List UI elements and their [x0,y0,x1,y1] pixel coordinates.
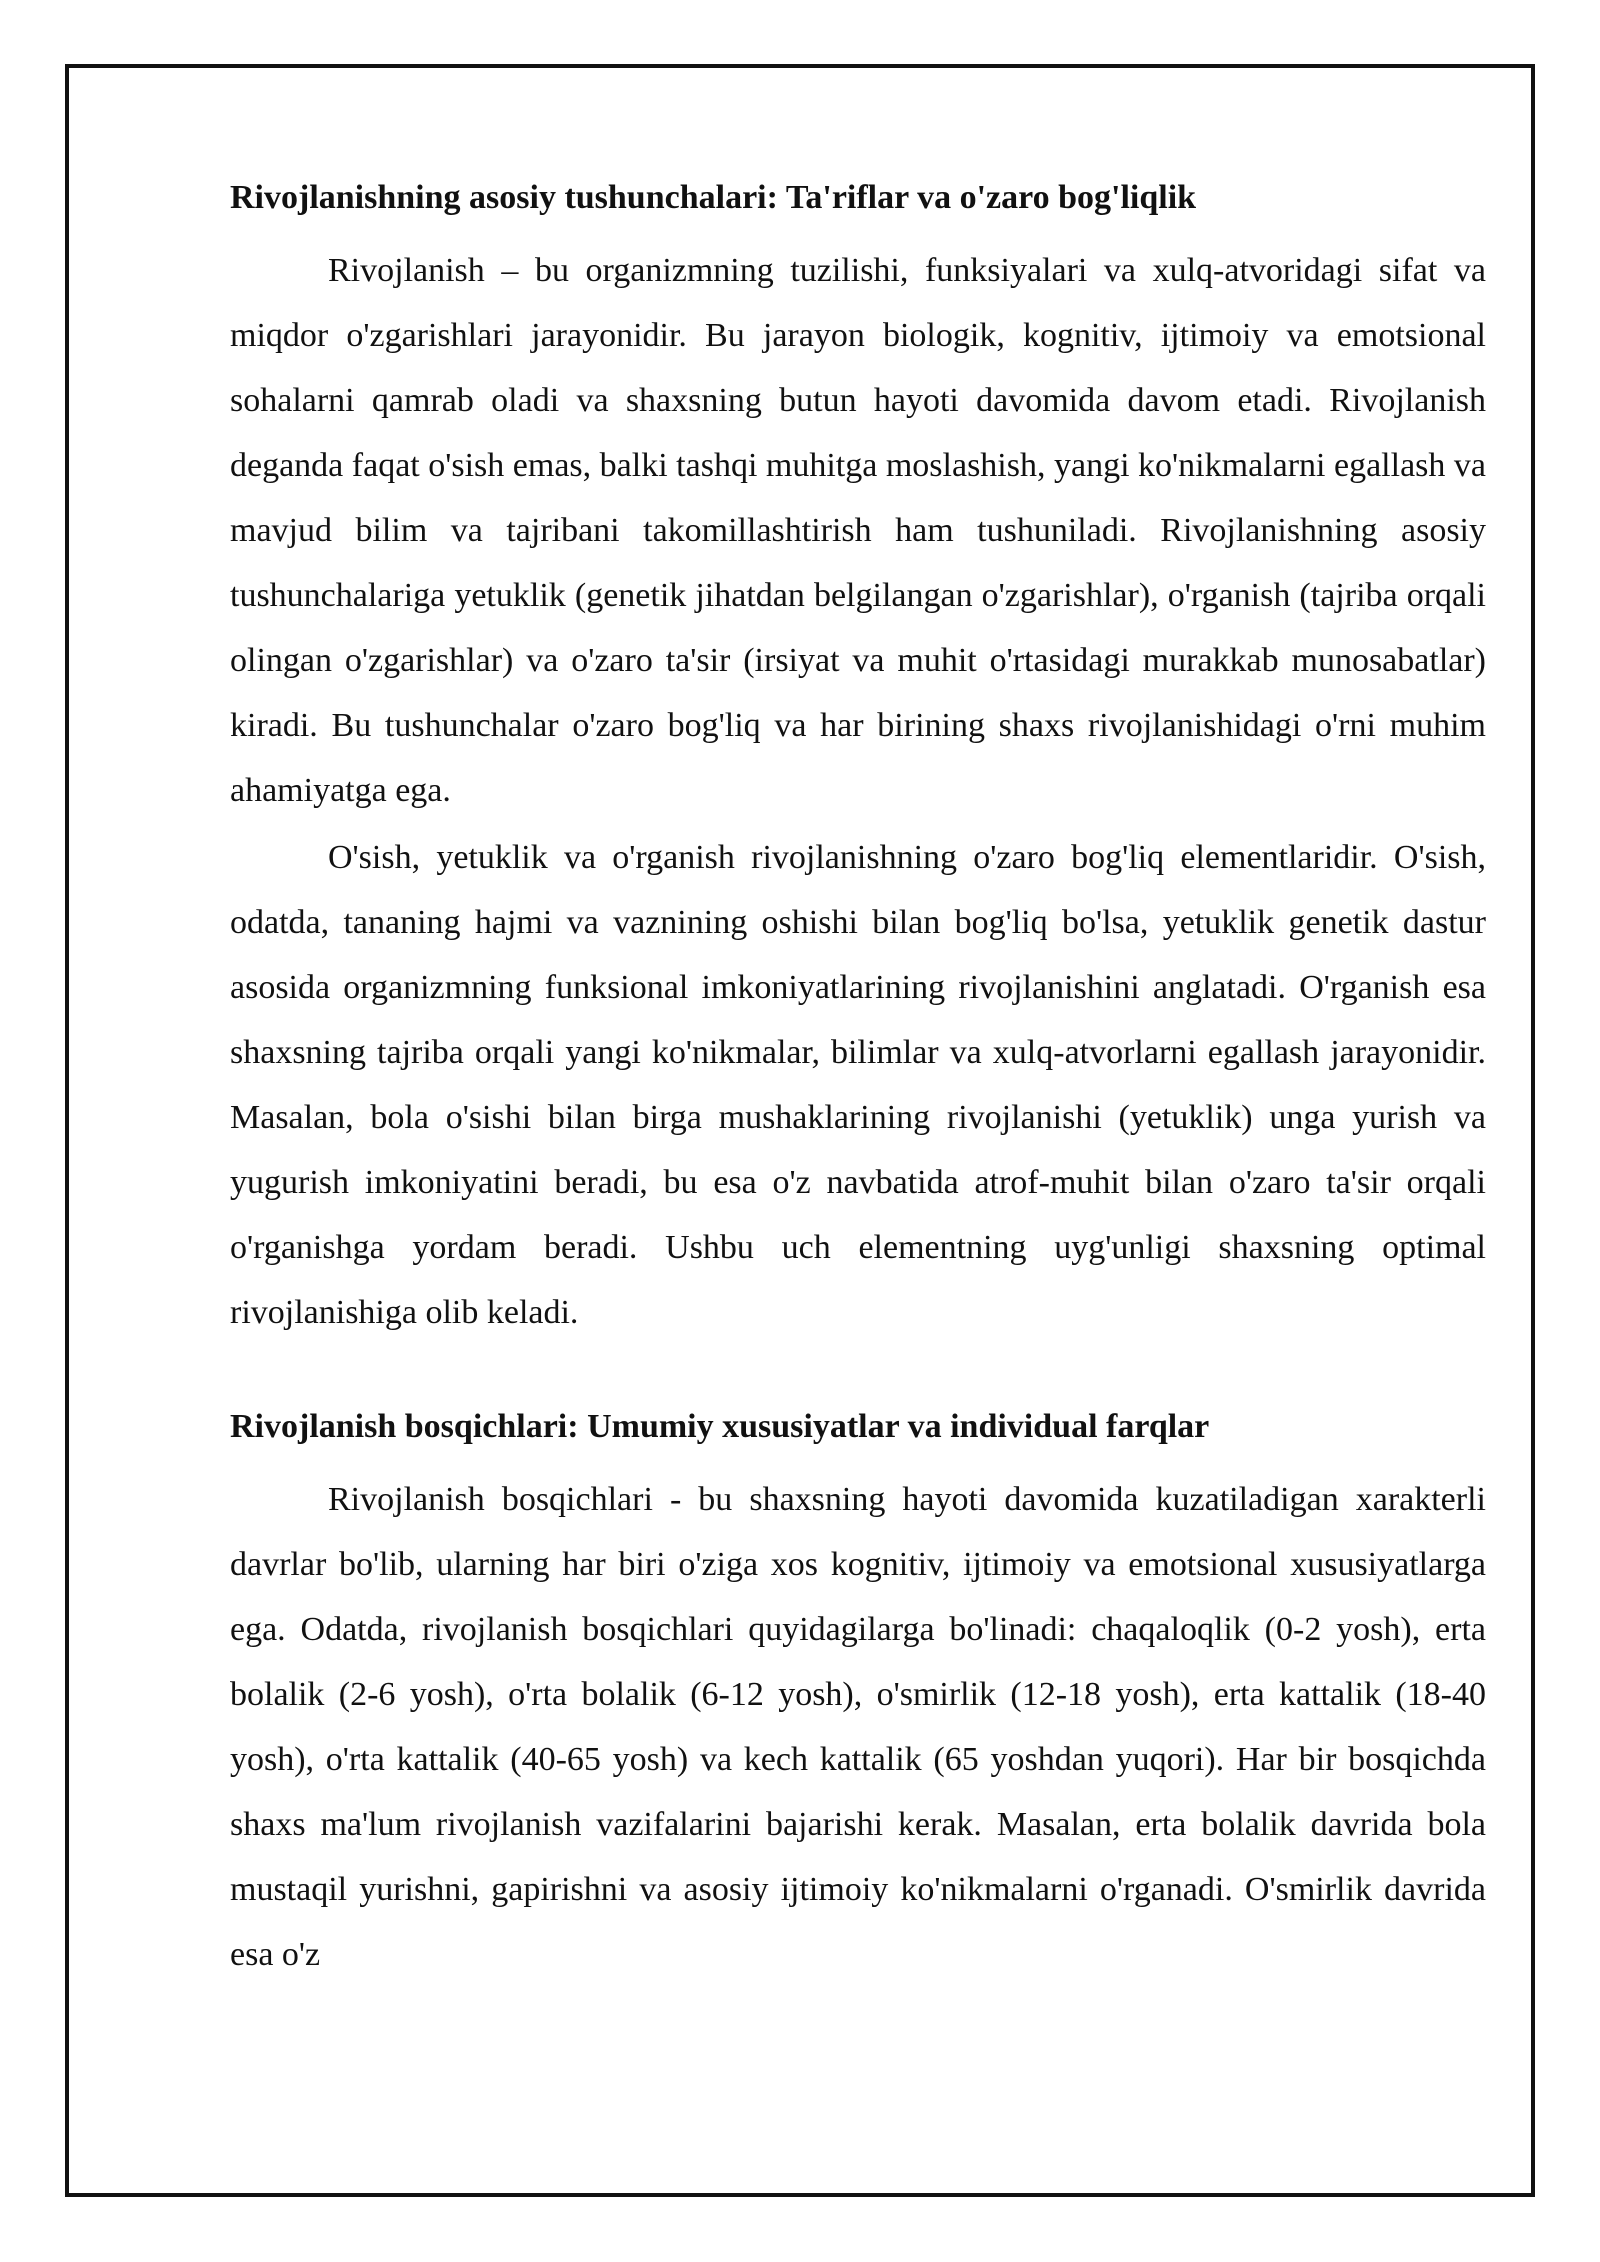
paragraph: Rivojlanish bosqichlari - bu shaxsning hayoti davomida kuzatiladigan xarakterli davrlar bo'lib, ularning har biri o'ziga xos kognitiv, ijtimoiy va emotsional xususiyatlarga ega. Odatda, rivojlanish bosqichlari quyidagilarga bo'linadi: chaqaloqlik (0-2 yosh), erta bolalik (2-6 yosh), o'rta bolalik (6-12 yosh), o'smirlik (12-18 yosh), erta kattalik (18-40 yosh), o'rta kattalik (40-65 yosh) va kech kattalik (65 yoshdan yuqori). Har bir bosqichda shaxs ma'lum rivojlanish vazifalarini bajarishi kerak. Masalan, erta bolalik davrida bola mustaqil yurishni, gapirishni va asosiy ijtimoiy ko'nikmalarni o'rganadi. O'smirlik davrida esa o'z [230,1481,1486,1973]
section-heading: Rivojlanish bosqichlari: Umumiy xususiyatlar va individual farqlar [230,1408,1210,1445]
document-body [230,168,1486,1989]
paragraph: Rivojlanish – bu organizmning tuzilishi, funksiyalari va xulq-atvoridagi sifat va miqdor o'zgarishlari jarayonidir. Bu jarayon biologik, kognitiv, ijtimoiy va emotsional sohalarni qamrab oladi va shaxsning butun hayoti davomida davom etadi. Rivojlanish deganda faqat o'sish emas, balki tashqi muhitga moslashish, yangi ko'nikmalarni egallash va mavjud bilim va tajribani takomillashtirish ham tushuniladi. Rivojlanishning asosiy tushunchalariga yetuklik (genetik jihatdan belgilangan o'zgarishlar), o'rganish (tajriba orqali olingan o'zgarishlar) va o'zaro ta'sir (irsiyat va muhit o'rtasidagi murakkab munosabatlar) kiradi. Bu tushunchalar o'zaro bog'liq va har birining shaxs rivojlanishidagi o'rni muhim ahamiyatga ega. [230,252,1486,809]
section-basic-concepts [230,176,1486,1345]
section-heading: Rivojlanishning asosiy tushunchalari: Ta'riflar va o'zaro bog'liqlik [230,179,1197,216]
section-development-stages [230,1405,1486,1987]
paragraph: O'sish, yetuklik va o'rganish rivojlanishning o'zaro bog'liq elementlaridir. O'sish, odatda, tananing hajmi va vaznining oshishi bilan bog'liq bo'lsa, yetuklik genetik dastur asosida organizmning funksional imkoniyatlarining rivojlanishini anglatadi. O'rganish esa shaxsning tajriba orqali yangi ko'nikmalar, bilimlar va xulq-atvorlarni egallash jarayonidir. Masalan, bola o'sishi bilan birga mushaklarining rivojlanishi (yetuklik) unga yurish va yugurish imkoniyatini beradi, bu esa o'z navbatida atrof-muhit bilan o'zaro ta'sir orqali o'rganishga yordam beradi. Ushbu uch elementning uyg'unligi shaxsning optimal rivojlanishiga olib keladi. [230,839,1486,1331]
